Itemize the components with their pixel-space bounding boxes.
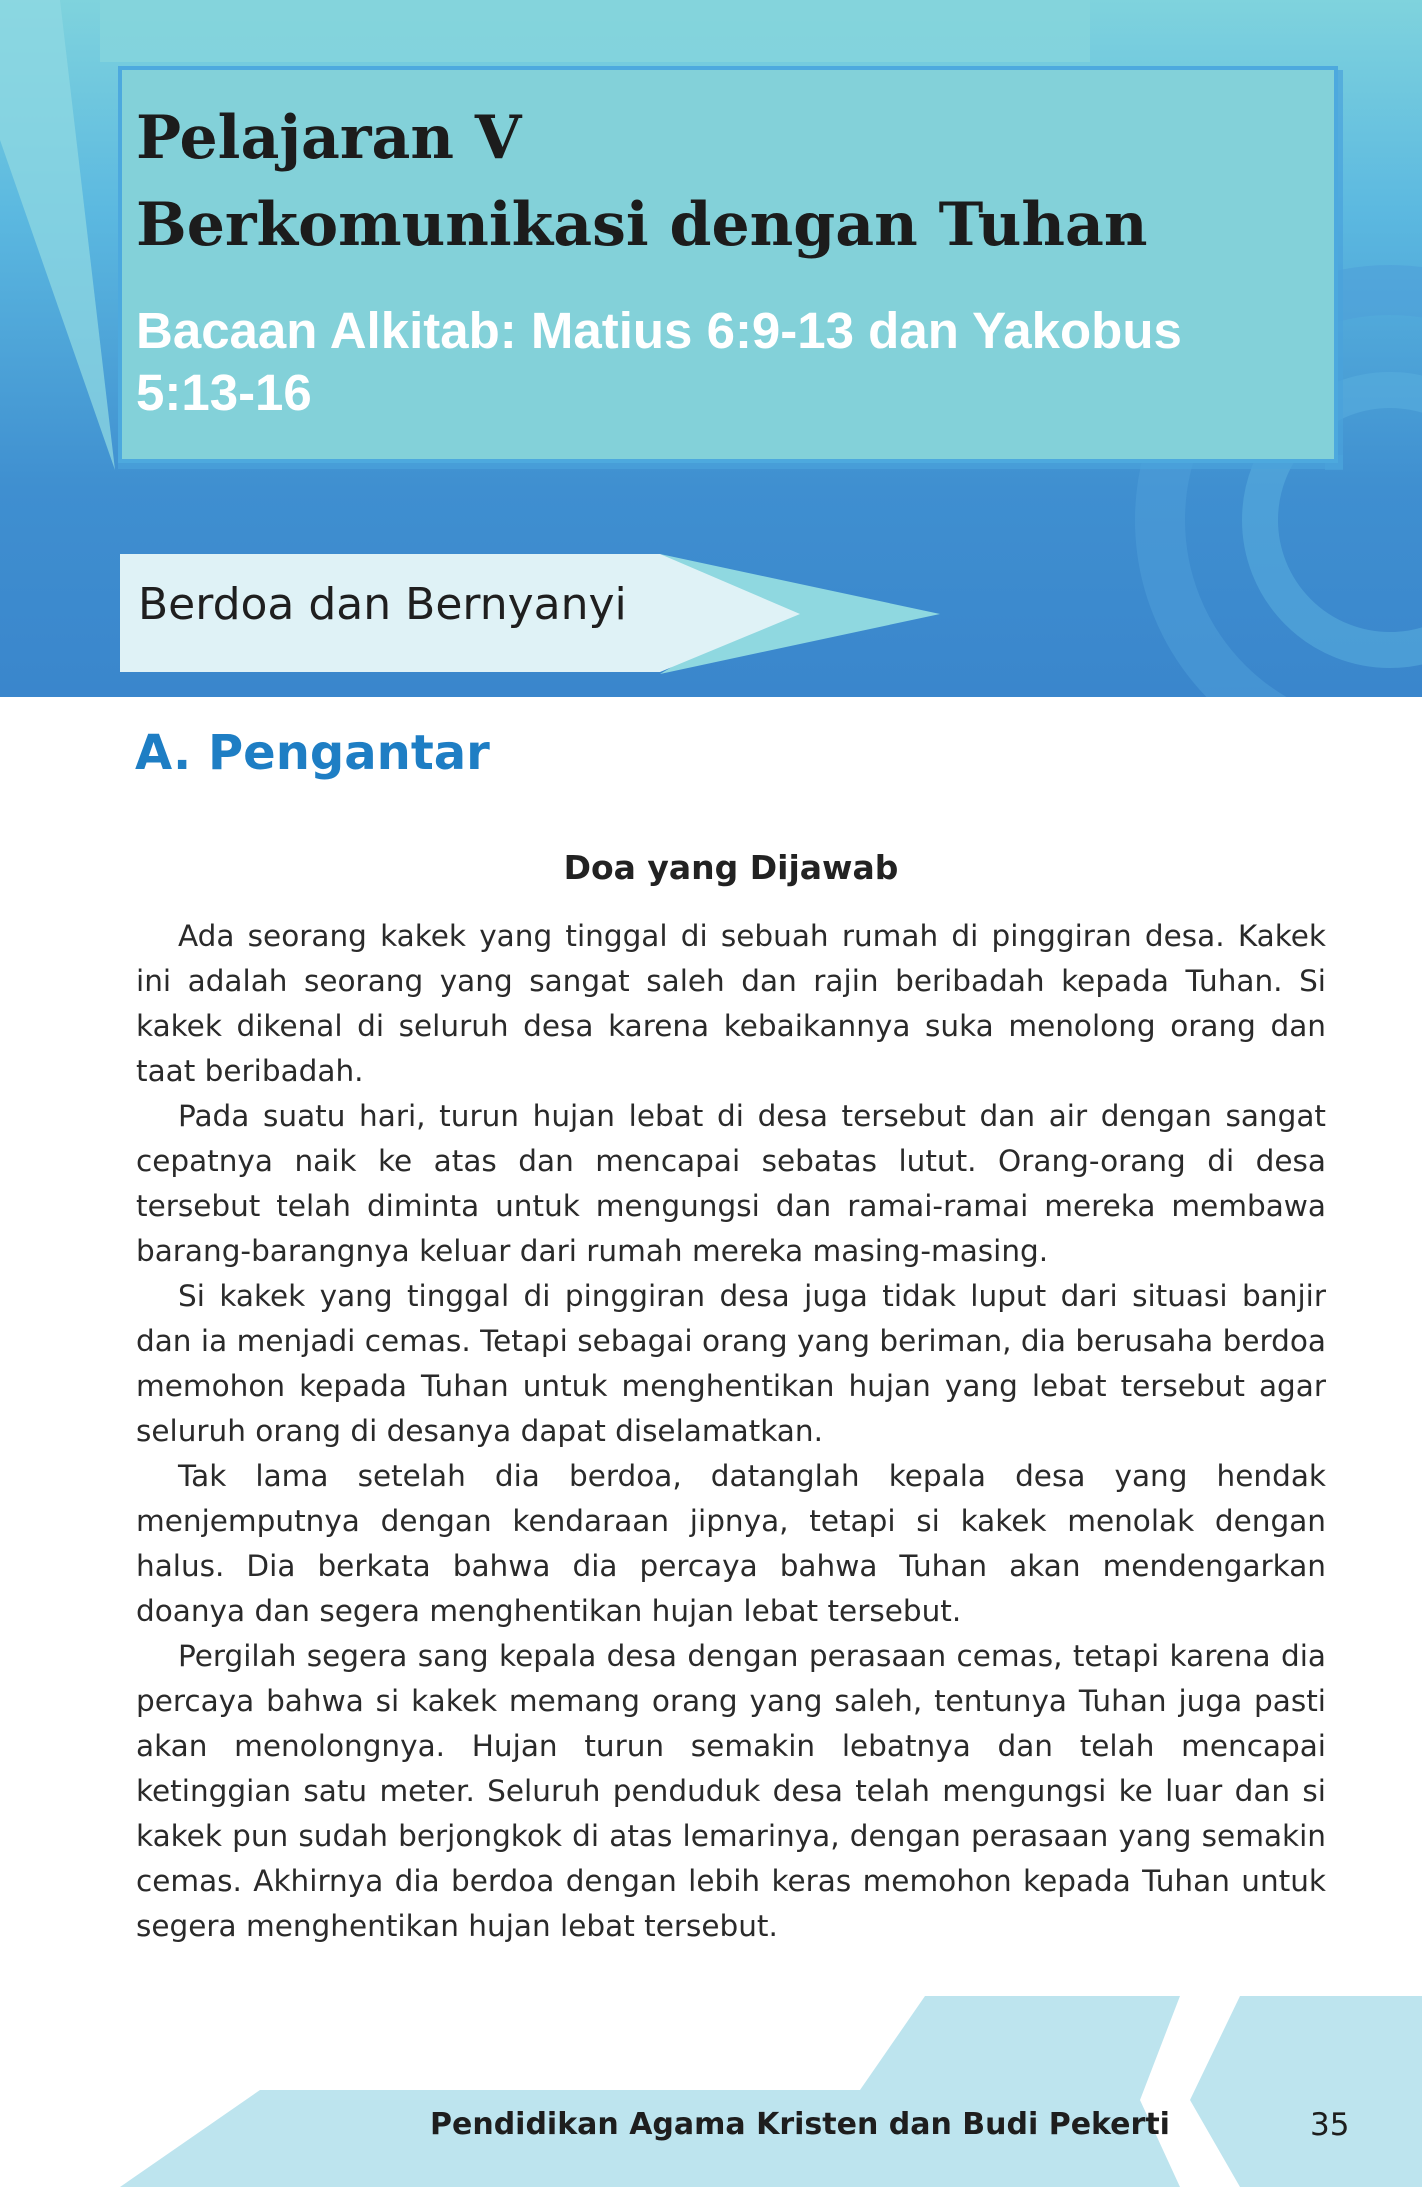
paragraph: Tak lama setelah dia berdoa, datanglah kepala desa yang hendak menjemputnya dengan kendaraan jipnya, tetapi si kakek menolak dengan halus. Dia berkata bahwa dia percaya bahwa Tuhan akan mendengarkan doanya dan segera menghentikan hujan lebat tersebut. bbox=[136, 1459, 1326, 1628]
story-body bbox=[136, 914, 1326, 1949]
section-heading: A. Pengantar bbox=[135, 725, 490, 781]
top-accent-shape bbox=[100, 0, 1090, 62]
story-title: Doa yang Dijawab bbox=[563, 848, 899, 887]
scripture-reference: Bacaan Alkitab: Matius 6:9-13 dan Yakobus 5:13-16 bbox=[136, 302, 1182, 421]
banner-label: Berdoa dan Bernyanyi bbox=[138, 579, 627, 630]
book-title: Pendidikan Agama Kristen dan Budi Pekerti bbox=[430, 2107, 1170, 2142]
footer-decoration bbox=[0, 1990, 1422, 2187]
paragraph: Pergilah segera sang kepala desa dengan perasaan cemas, tetapi karena dia percaya bahwa si kakek memang orang yang saleh, tentunya Tuhan juga pasti akan menolongnya. Hujan turun semakin lebatnya dan telah mencapai ketinggian satu meter. Seluruh penduduk desa telah mengungsi ke luar dan si kakek pun sudah berjongkok di atas lemarinya, dengan perasaan yang semakin cemas. Akhirnya dia berdoa dengan lebih keras memohon kepada Tuhan untuk segera menghentikan hujan lebat tersebut. bbox=[136, 1639, 1326, 1943]
paragraph: Si kakek yang tinggal di pinggiran desa juga tidak luput dari situasi banjir dan ia menjadi cemas. Tetapi sebagai orang yang beriman, dia berusaha berdoa memohon kepada Tuhan untuk menghentikan hujan yang lebat tersebut agar seluruh orang di desanya dapat diselamatkan. bbox=[136, 1279, 1326, 1448]
footer-band bbox=[120, 1996, 1422, 2187]
lesson-number: Pelajaran V bbox=[136, 103, 522, 173]
left-ribbon-shape bbox=[0, 0, 115, 470]
paragraph: Ada seorang kakek yang tinggal di sebuah rumah di pinggiran desa. Kakek ini adalah seorang yang sangat saleh dan rajin beribadah kepada Tuhan. Si kakek dikenal di seluruh desa karena kebaikannya suka menolong orang dan taat beribadah. bbox=[136, 919, 1326, 1088]
page-number: 35 bbox=[1310, 2107, 1350, 2143]
paragraph: Pada suatu hari, turun hujan lebat di desa tersebut dan air dengan sangat cepatnya naik ke atas dan mencapai sebatas lutut. Orang-orang di desa tersebut telah diminta untuk mengungsi dan ramai-ramai mereka membawa barang-barangnya keluar dari rumah mereka masing-masing. bbox=[136, 1099, 1326, 1268]
lesson-title: Berkomunikasi dengan Tuhan bbox=[136, 190, 1148, 260]
